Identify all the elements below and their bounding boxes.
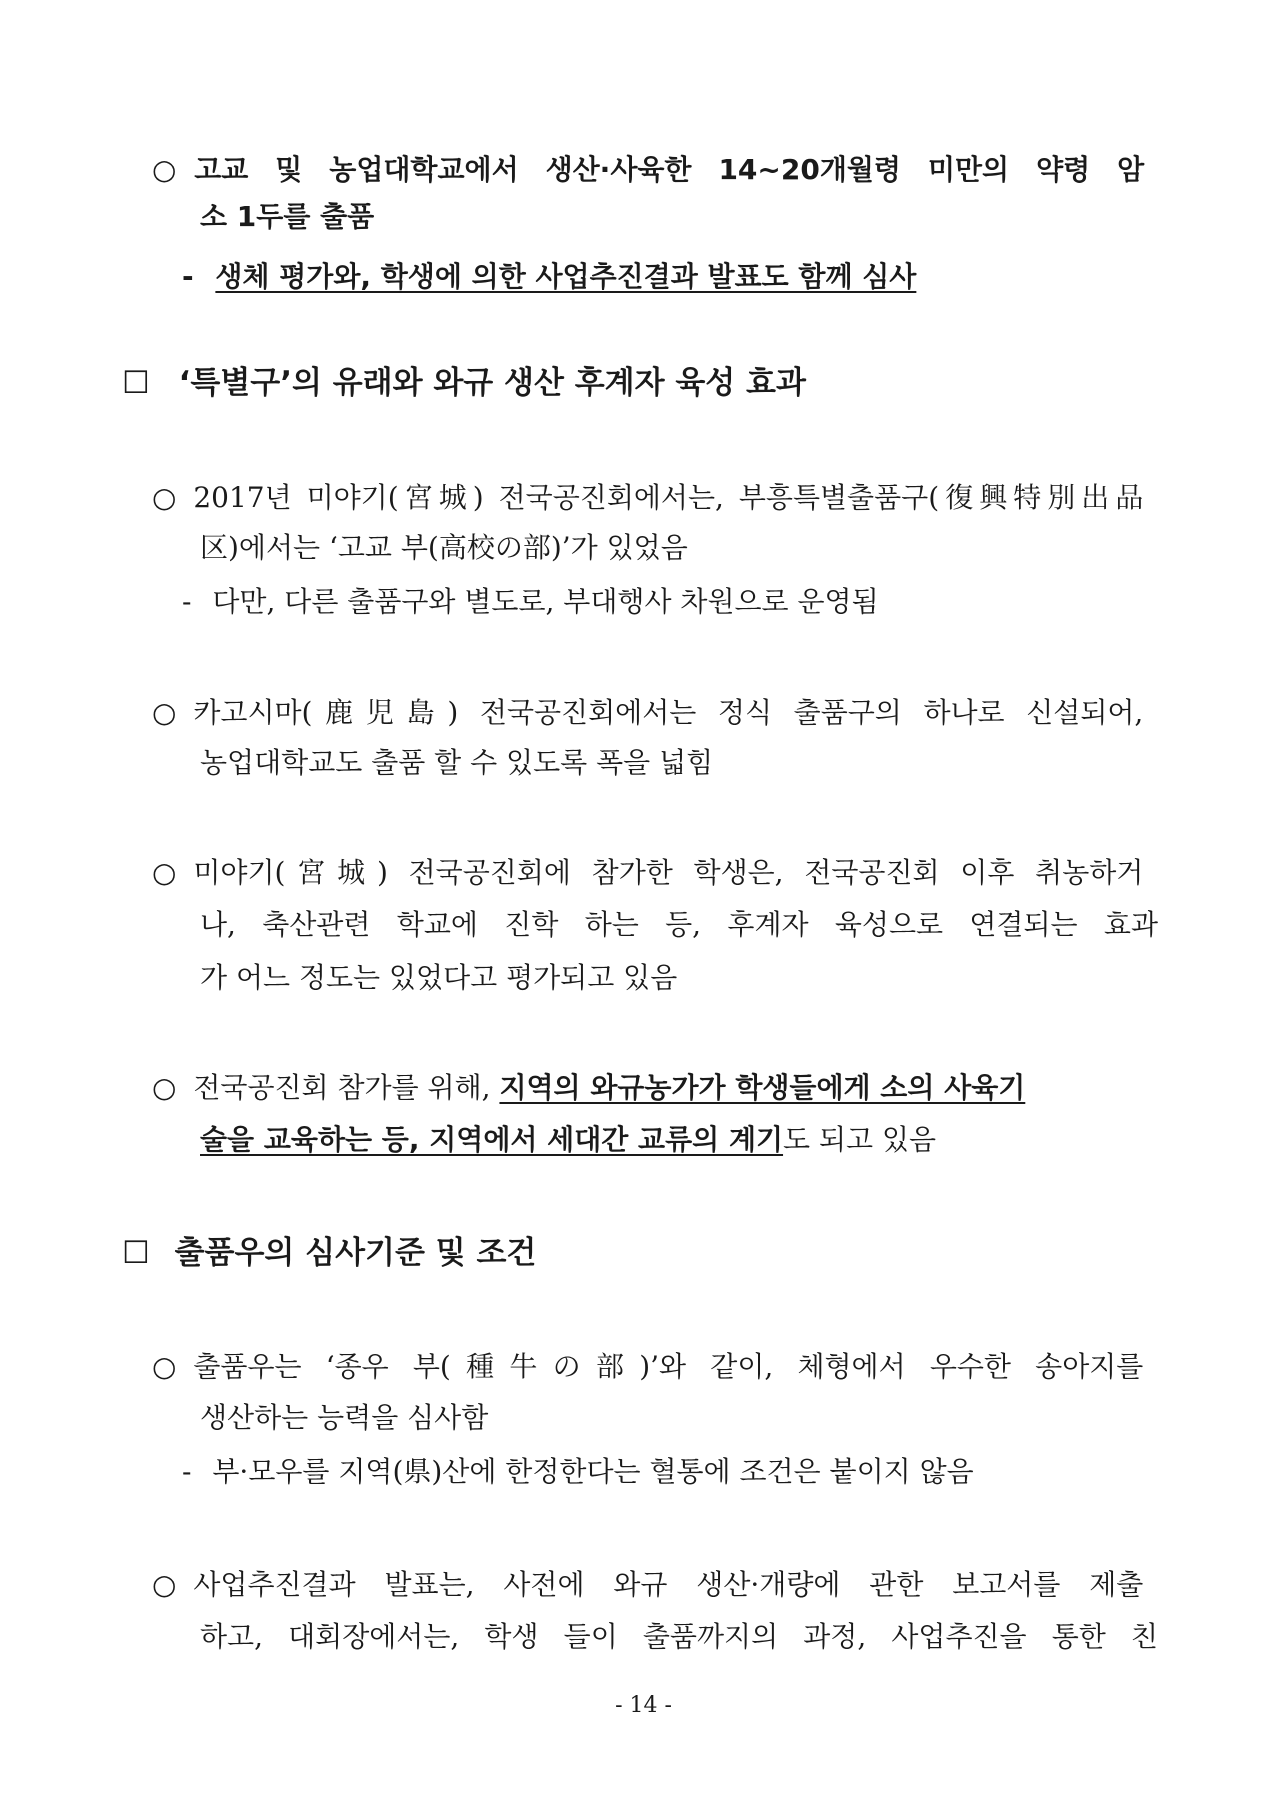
section-heading-text: 출품우의 심사기준 및 조건 <box>174 1235 537 1271</box>
bullet-text-continuation: 区)에서는 ‘고교 부(高校の部)’가 있었음 <box>200 531 688 564</box>
bullet-text: 고교 및 농업대학교에서 생산·사육한 14~20개월령 미만의 약령 암 <box>194 153 1145 186</box>
bullet-text: 도 되고 있음 <box>783 1123 937 1156</box>
bullet-text-continuation <box>200 1120 936 1160</box>
bullet-text-continuation: 하고, 대회장에서는, 학생 들이 출품까지의 과정, 사업추진을 통한 친 <box>200 1620 1158 1653</box>
dash-bullet-icon: - <box>182 585 192 618</box>
circle-bullet-icon: ○ <box>152 856 177 889</box>
bullet-text: 사업추진결과 발표는, 사전에 와규 생산·개량에 관한 보고서를 제출 <box>193 1568 1144 1601</box>
checkbox-square-icon: ☐ <box>122 1235 150 1271</box>
sub-item-text: 부·모우를 지역(県)산에 한정한다는 혈통에 조건은 붙이지 않음 <box>212 1455 974 1488</box>
circle-bullet-icon: ○ <box>152 696 177 729</box>
sub-item-text: 다만, 다른 출품구와 별도로, 부대행사 차원으로 운영됨 <box>212 585 879 618</box>
bullet-text: 미야기(宮城) 전국공진회에 참가한 학생은, 전국공진회 이후 취농하거 <box>193 856 1144 889</box>
circle-bullet-icon: ○ <box>152 1568 177 1601</box>
sub-item-line <box>182 257 916 297</box>
bullet-text: 2017년 미야기(宮城) 전국공진회에서는, 부흥특별출품구(復興特別出品 <box>193 481 1144 514</box>
bullet-text-continuation: 소 1두를 출품 <box>200 200 375 233</box>
bullet-item-line <box>152 1565 1158 1605</box>
sub-item-line <box>182 582 879 622</box>
bullet-item-line <box>152 1068 1158 1108</box>
bullet-text: 출품우는 ‘종우 부(種牛の部)’와 같이, 체형에서 우수한 송아지를 <box>193 1350 1144 1383</box>
bullet-item-line <box>152 693 1158 733</box>
section-heading-text: ‘특별구’의 유래와 와규 생산 후계자 육성 효과 <box>178 365 806 401</box>
sub-item-text: 생체 평가와, 학생에 의한 사업추진결과 발표도 함께 심사 <box>215 260 917 293</box>
circle-bullet-icon: ○ <box>152 481 177 514</box>
section-heading <box>122 363 806 403</box>
sub-item-line <box>182 1452 974 1492</box>
section-heading <box>122 1233 536 1273</box>
dash-bullet-icon: - <box>182 260 194 293</box>
checkbox-square-icon: ☐ <box>122 365 150 401</box>
bullet-item-line <box>152 150 1158 190</box>
bullet-text: 전국공진회 참가를 위해, <box>193 1071 500 1104</box>
circle-bullet-icon: ○ <box>152 1071 177 1104</box>
bullet-item-line <box>152 1347 1158 1387</box>
circle-bullet-icon: ○ <box>152 1350 177 1383</box>
bullet-text: 카고시마(鹿児島) 전국공진회에서는 정식 출품구의 하나로 신설되어, <box>193 696 1144 729</box>
bullet-text-continuation: 나, 축산관련 학교에 진학 하는 등, 후계자 육성으로 연결되는 효과 <box>200 908 1158 941</box>
bullet-text-continuation: 가 어느 정도는 있었다고 평가되고 있음 <box>200 961 678 994</box>
bullet-item-line <box>152 478 1158 518</box>
bullet-item-line <box>152 853 1158 893</box>
bullet-text-emphasis: 지역의 와규농가가 학생들에게 소의 사육기 <box>499 1071 1026 1104</box>
bullet-text-continuation: 생산하는 능력을 심사함 <box>200 1401 489 1434</box>
dash-bullet-icon: - <box>182 1455 192 1488</box>
bullet-text-emphasis: 술을 교육하는 등, 지역에서 세대간 교류의 계기 <box>200 1123 784 1156</box>
circle-bullet-icon: ○ <box>152 153 177 186</box>
page-number: - 14 - <box>615 1693 672 1718</box>
bullet-text-continuation: 농업대학교도 출품 할 수 있도록 폭을 넓힘 <box>200 746 714 779</box>
